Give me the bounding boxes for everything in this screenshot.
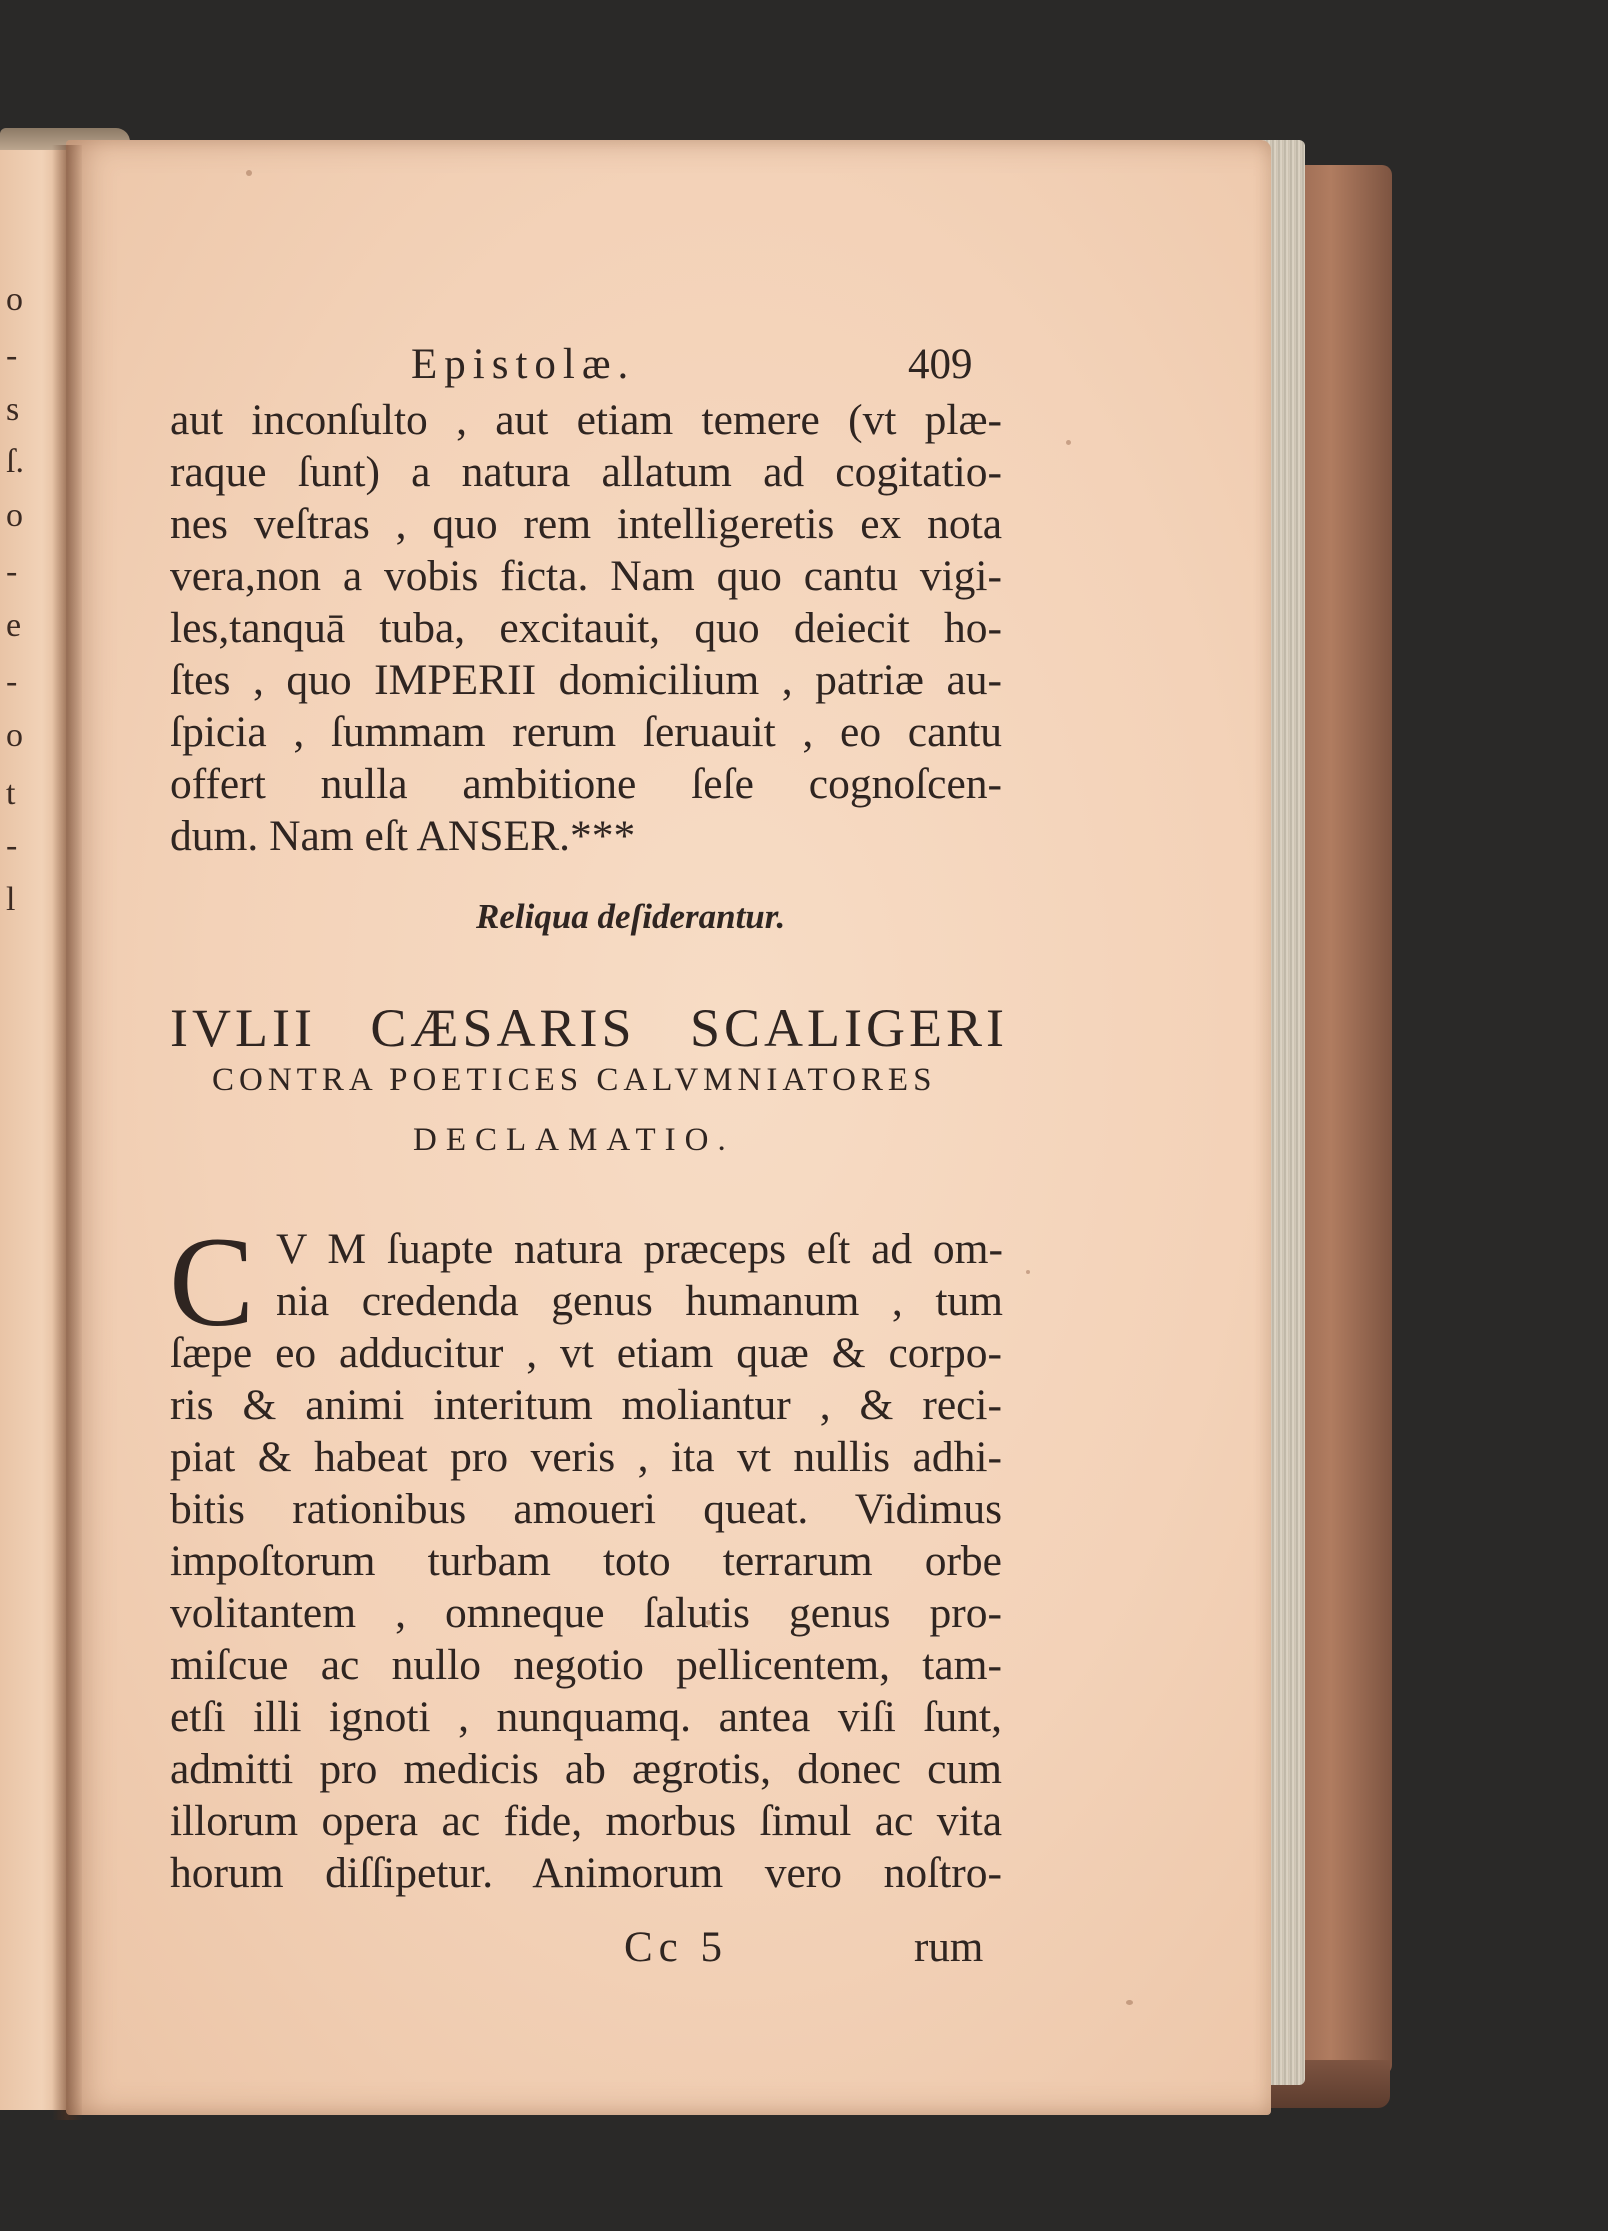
left-page-fragment: - [6, 553, 18, 590]
body-line: vera,non a vobis ficta. Nam quo cantu vigi- [170, 552, 1002, 600]
declamation-line: impoſtorum turbam toto terrarum orbe [170, 1537, 1002, 1585]
declamation-line: illorum opera ac fide, morbus ſimul ac vita [170, 1797, 1002, 1845]
drop-cap-initial: C [169, 1211, 255, 1353]
left-page-fragment: ſ. [6, 443, 24, 480]
declamation-line: volitantem , omneque ſalutis genus pro- [170, 1589, 1002, 1637]
lacuna-note: Reliqua deſiderantur. [476, 897, 786, 936]
book-cover-edge [1290, 165, 1392, 2075]
declamation-title-line-3: DECLAMATIO. [413, 1122, 735, 1158]
left-page-fragment: - [6, 337, 18, 374]
body-line: ſpicia , ſummam rerum ſeruauit , eo cantu [170, 708, 1002, 756]
foxing-speck [1026, 1270, 1030, 1274]
declamation-line: V M ſuapte natura præceps eſt ad om- [276, 1225, 1003, 1273]
left-page-fragment: o [6, 497, 23, 534]
foxing-speck [1126, 2000, 1133, 2005]
declamation-line: nia credenda genus humanum , tum [276, 1277, 1003, 1325]
running-head: Epistolæ. [411, 341, 636, 388]
declamation-line: miſcue ac nullo negotio pellicentem, tam- [170, 1641, 1002, 1689]
declamation-title-line-1: IVLII CÆSARIS SCALIGERI [170, 998, 1008, 1058]
left-page-fragment: s [6, 391, 20, 428]
body-line: ſtes , quo IMPERII domicilium , patriæ au- [170, 656, 1002, 704]
declamation-line: admitti pro medicis ab ægrotis, donec cum [170, 1745, 1002, 1793]
left-page-fragment: e [6, 607, 22, 644]
left-page-fragment: - [6, 663, 18, 700]
declamation-line: horum diſſipetur. Animorum vero noſtro- [170, 1849, 1002, 1897]
declamation-line: ſæpe eo adducitur , vt etiam quæ & corpo- [170, 1329, 1002, 1377]
declamation-title-line-2: CONTRA POETICES CALVMNIATORES [212, 1062, 937, 1098]
page-number: 409 [908, 341, 973, 388]
body-line: raque ſunt) a natura allatum ad cogitatio- [170, 448, 1002, 496]
declamation-line: piat & habeat pro veris , ita vt nullis adhi- [170, 1433, 1002, 1481]
body-line: offert nulla ambitione ſeſe cognoſcen- [170, 760, 1002, 808]
signature-mark: Cc 5 [624, 1924, 729, 1971]
main-page [66, 140, 1271, 2115]
spine-gutter-shadow [52, 145, 82, 2120]
declamation-line: ris & animi interitum moliantur , & reci- [170, 1381, 1002, 1429]
body-line: nes veſtras , quo rem intelligeretis ex nota [170, 500, 1002, 548]
left-page-fragment: t [6, 775, 16, 812]
foxing-speck [1066, 440, 1071, 445]
declamation-line: etſi illi ignoti , nunquamq. antea viſi ſunt, [170, 1693, 1002, 1741]
body-line: aut inconſulto , aut etiam temere (vt plæ- [170, 396, 1002, 444]
left-page-fragment: - [6, 827, 18, 864]
catchword: rum [914, 1924, 984, 1971]
body-line: les,tanquā tuba, excitauit, quo deiecit ho- [170, 604, 1002, 652]
left-page-fragment: l [6, 881, 16, 918]
declamation-line: bitis rationibus amoueri queat. Vidimus [170, 1485, 1002, 1533]
left-page-fragment: o [6, 281, 23, 318]
foxing-speck [246, 170, 252, 176]
body-line: dum. Nam eſt ANSER.*** [170, 812, 636, 860]
left-page-fragment: o [6, 717, 23, 754]
